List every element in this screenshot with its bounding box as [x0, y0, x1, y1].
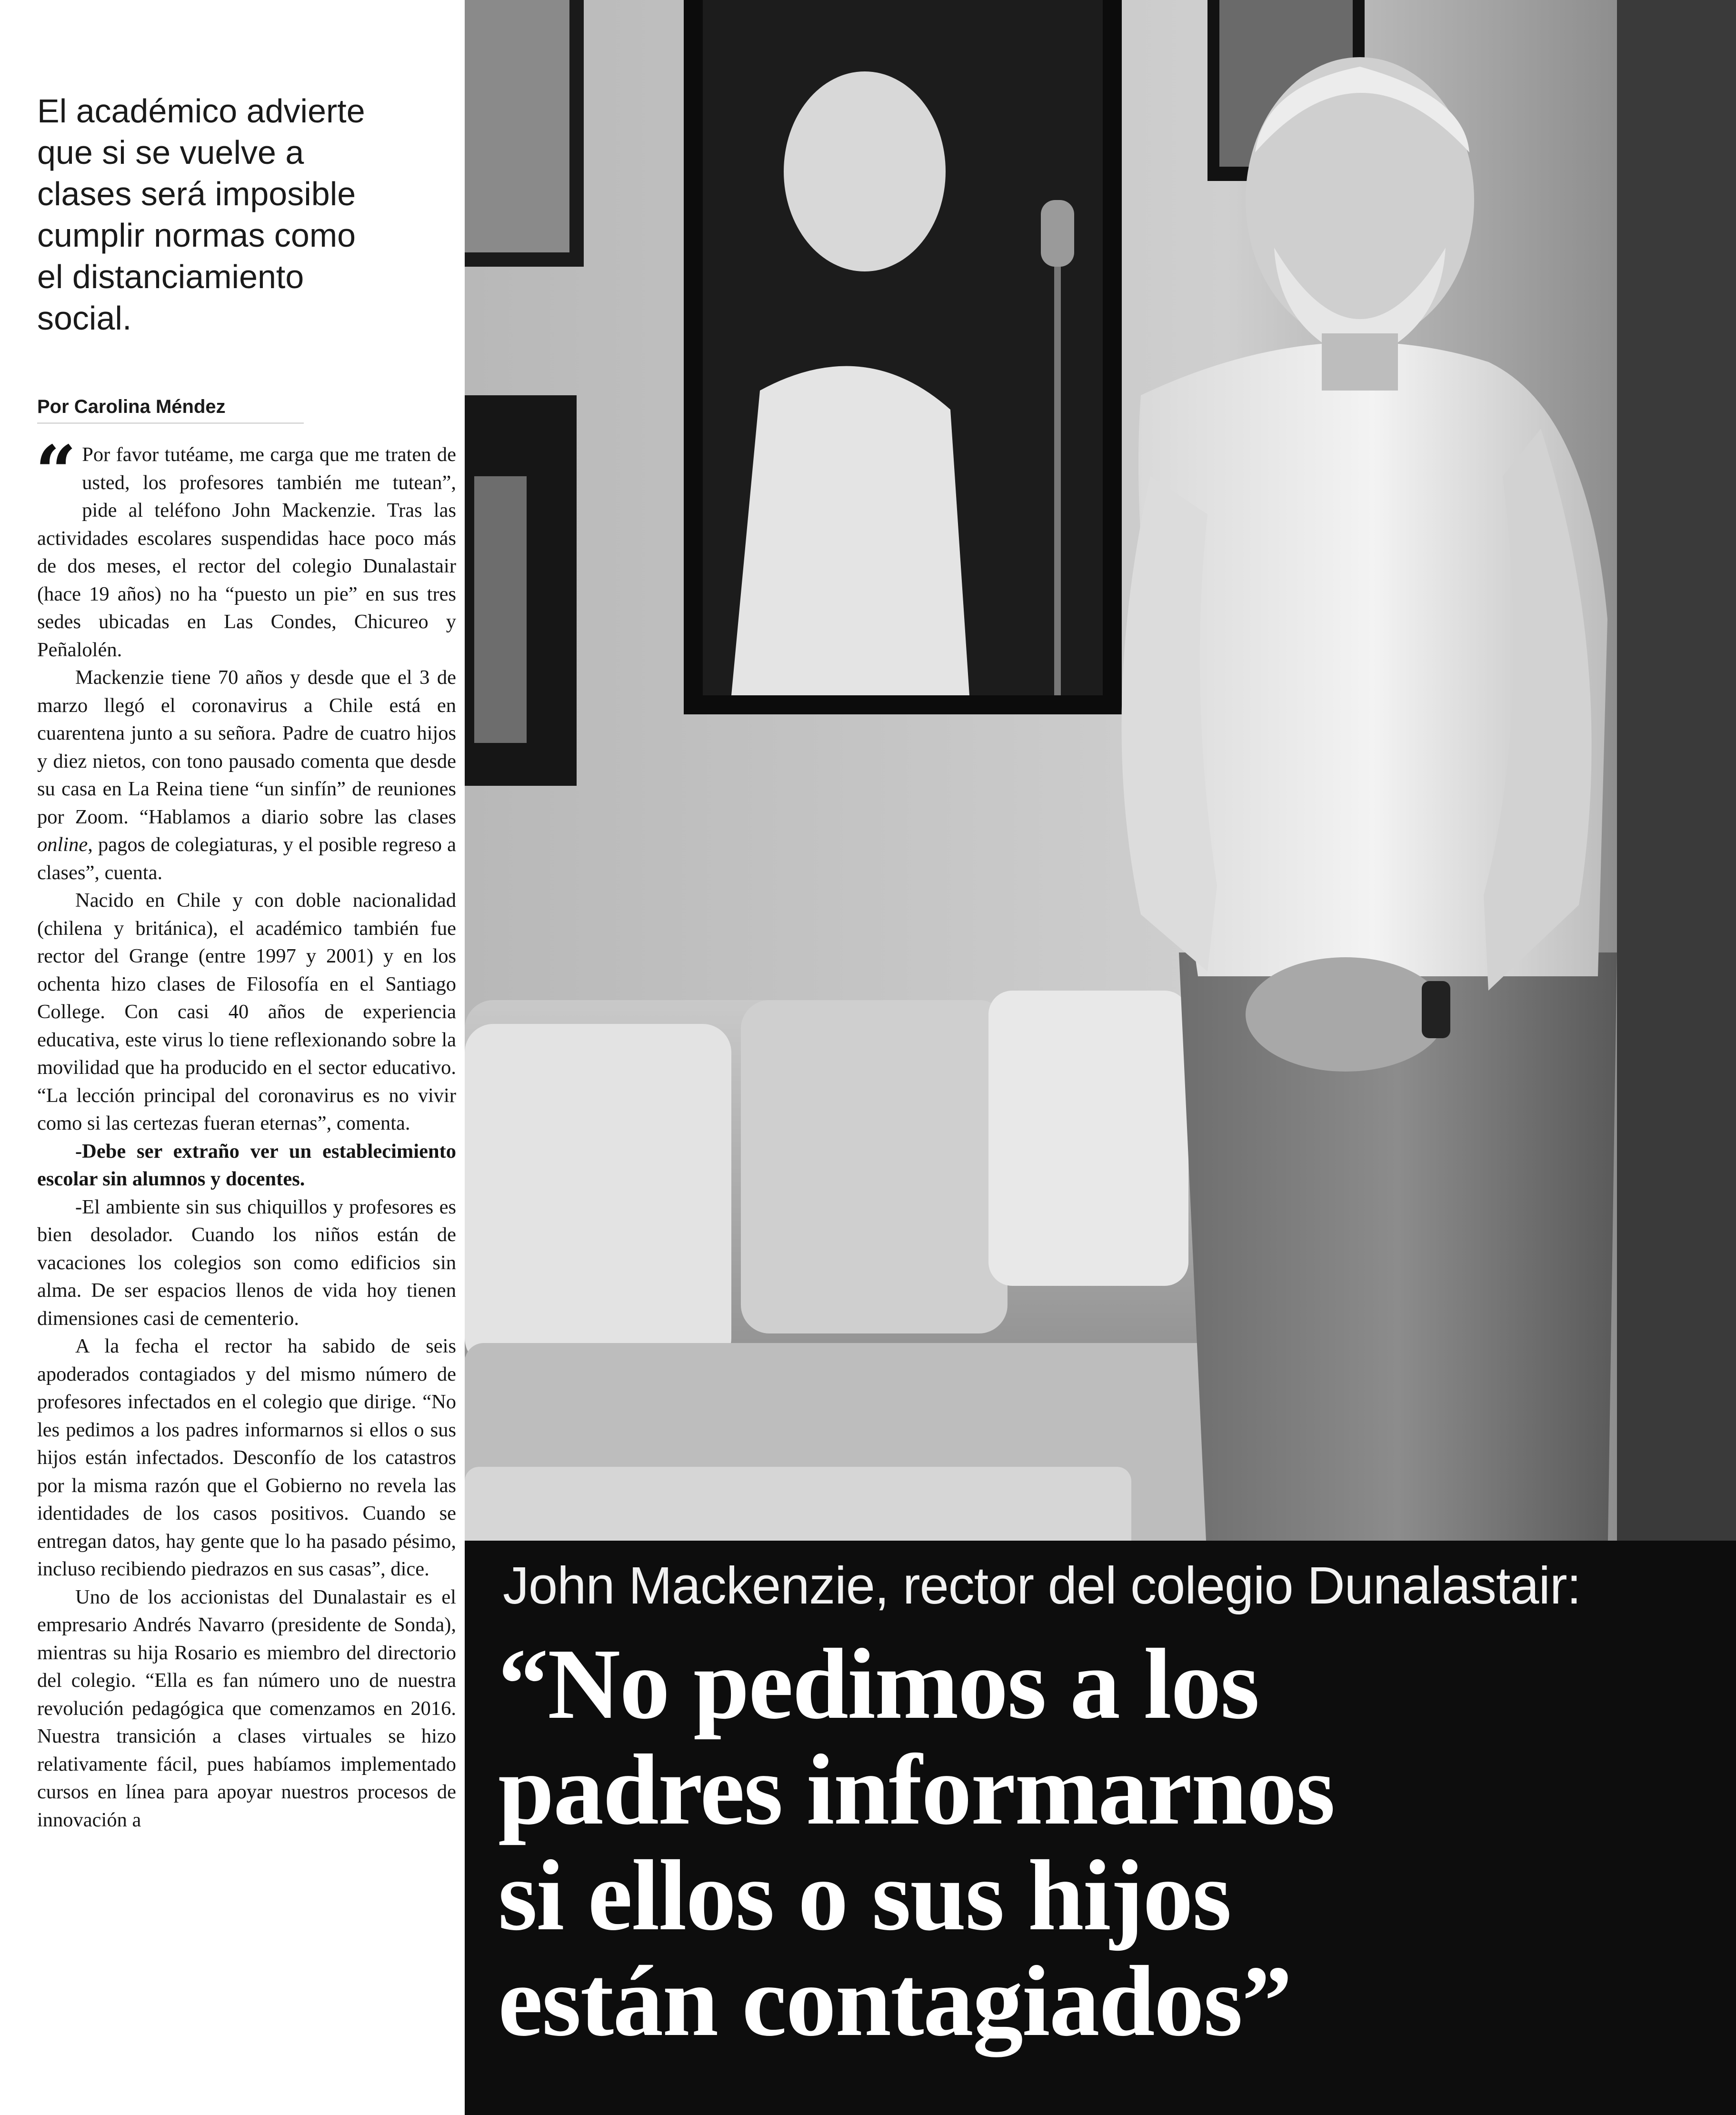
- headline-line: “No pedimos a los: [498, 1628, 1259, 1740]
- singer-dress: [731, 366, 969, 695]
- headline-block: [465, 1541, 1736, 2115]
- cushion-left: [465, 1024, 731, 1367]
- article-dek: El académico advierte que si se vuelve a clases será imposible cumplir normas como el distanciamiento social.: [37, 92, 365, 337]
- article-body: [35, 430, 456, 1834]
- wristwatch: [1422, 981, 1450, 1038]
- interview-answer: -El ambiente sin sus chiquillos y profesores es bien desolador. Cuando los niños están de vacaciones los colegios son como edificios sin alma. De ser espacios llenos de vida hoy tienen dimensiones casi de cementerio.: [37, 1195, 456, 1330]
- cushion-pattern: [988, 991, 1188, 1286]
- man-head: [1246, 57, 1474, 343]
- byline: Por Carolina Méndez: [37, 396, 304, 424]
- body-paragraph: Mackenzie tiene 70 años y desde que el 3 de marzo llegó el coronavirus a Chile está en cuarentena junto a su señora. Padre de cuatro hijos y diez nietos, con tono pausado comenta que desde su casa en La Reina tiene “un sinfín” de reuniones por Zoom. “Hablamos a diario sobre las clases online, pagos de colegiaturas, y el posible regreso a clases”, cuenta.: [37, 666, 456, 884]
- text-column: [37, 90, 456, 1834]
- body-paragraph: Nacido en Chile y con doble nacionalidad (chilena y británica), el académico también fue rector del Grange (entre 1997 y 2001) y en los ochenta hizo clases de Filosofía en el Santiago College. Con casi 40 años de experiencia educativa, este virus lo tiene reflexionando sobre la movilidad que ha producido en el sector educativo. “La lección principal del coronavirus es no vivir como si las certezas fueran eternas”, comenta.: [37, 889, 456, 1134]
- interview-question: -Debe ser extraño ver un establecimiento escolar sin alumnos y docentes.: [37, 1140, 456, 1190]
- body-paragraph: Uno de los accionistas del Dunalastair es el empresario Andrés Navarro (presidente de Sonda), mientras su hija Rosario es miembro del directorio del colegio. “Ella es fan número uno de nuestra revolución pedagógica que comenzamos en 2016. Nuestra transición a clases virtuales se hizo relativamente fácil, pues habíamos implementado cursos en línea para apoyar nuestros procesos de innovación a: [37, 1585, 456, 1831]
- headline-line: padres informarnos: [498, 1734, 1335, 1845]
- headline-line: si ellos o sus hijos: [498, 1839, 1231, 1951]
- man-hands: [1246, 957, 1446, 1072]
- open-quote-mark: “: [35, 430, 77, 514]
- headline-line: están contagiados”: [498, 1945, 1292, 2057]
- singer-face: [784, 71, 946, 271]
- body-paragraph: A la fecha el rector ha sabido de seis apoderados contagiados y del mismo número de profesores infectados en el colegio que dirige. “No les pedimos a los padres informarnos si ellos o sus hijos están infectados. Desconfío de los catastros por la misma razón que el Gobierno no revela las identidades de los casos positivos. Cuando se entregan datos, hay gente que lo ha pasado pésimo, incluso recibiendo piedrazos en sus casas”, dice.: [37, 1335, 456, 1580]
- doorway: [1617, 0, 1736, 1572]
- headline: [498, 1628, 1665, 2057]
- body-paragraph: “ Por favor tutéame, me carga que me traten de usted, los profesores también me tutean”, pide al teléfono John Mackenzie. Tras las actividades escolares suspendidas hace poco más de dos meses, el rector del colegio Dunalastair (hace 19 años) no ha “puesto un pie” en sus tres sedes ubicadas en Las Condes, Chicureo y Peñalolén.: [35, 430, 456, 661]
- cushion-middle: [741, 1000, 1008, 1333]
- headline-kicker: John Mackenzie, rector del colegio Dunalastair:: [503, 1556, 1581, 1615]
- microphone: [1041, 200, 1074, 267]
